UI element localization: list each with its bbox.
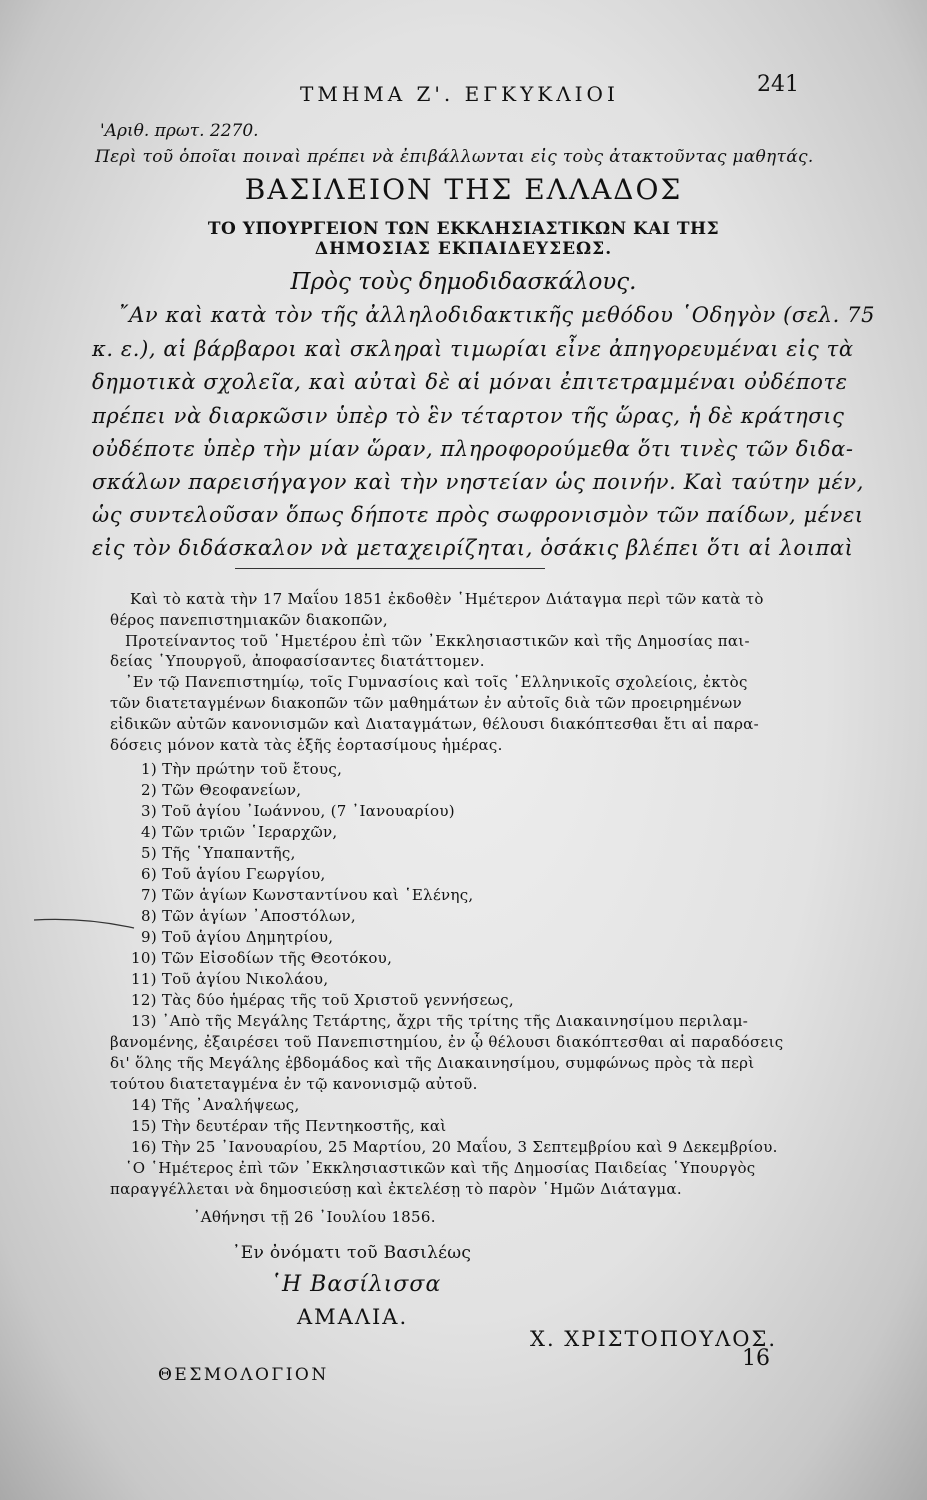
footnote-line: θέρος πανεπιστημιακῶν διακοπῶν, (110, 611, 388, 629)
holiday-item: 16) Τὴν 25 ᾿Ιανουαρίου, 25 Μαρτίου, 20 Μαΐου, 3 Σεπτεμβρίου καὶ 9 Δεκεμβρίου. (131, 1138, 778, 1156)
body-line: κ. ε.), αἱ βάρβαροι καὶ σκληραὶ τιμωρίαι εἶνε ἀπηγορευμέναι εἰς τὰ (92, 337, 854, 361)
subject-line: Περὶ τοῦ ὁποῖαι ποιναὶ πρέπει νὰ ἐπιβάλλωνται εἰς τοὺς ἀτακτοῦντας μαθητάς. (95, 147, 814, 167)
footnote-line: δείας ῾Υπουργοῦ, ἀποφασίσαντες διατάττομεν. (110, 652, 485, 670)
handwritten-margin-mark (34, 918, 144, 932)
body-line: σκάλων παρεισήγαγον καὶ τὴν νηστείαν ὡς ποινήν. Καὶ ταύτην μέν, (92, 470, 865, 494)
book-title-footer: ΘΕΣΜΟΛΟΓΙΟΝ (158, 1365, 329, 1385)
footnote-line: δόσεις μόνον κατὰ τὰς ἑξῆς ἑορτασίμους ἡμέρας. (110, 736, 503, 754)
footnote-line: ᾿Εν τῷ Πανεπιστημίῳ, τοῖς Γυμνασίοις καὶ τοῖς ῾Ελληνικοῖς σχολείοις, ἐκτὸς (125, 673, 748, 691)
holiday-item: 1) Τὴν πρώτην τοῦ ἔτους, (141, 760, 343, 778)
queen-title: ῾Η Βασίλισσα (270, 1272, 442, 1297)
body-line: ῎Αν καὶ κατὰ τὸν τῆς ἀλληλοδιδακτικῆς μεθόδου ῾Οδηγὸν (σελ. 75 (118, 303, 876, 327)
queen-signature: ΑΜΑΛΙΑ. (297, 1305, 409, 1329)
minister-signature: Χ. ΧΡΙΣΤΟΠΟΥΛΟΣ. (530, 1327, 778, 1351)
body-line: ὡς συντελοῦσαν ὅπως δήποτε πρὸς σωφρονισμὸν τῶν παίδων, μένει (92, 503, 864, 527)
holiday-item: 11) Τοῦ ἁγίου Νικολάου, (131, 970, 329, 988)
holiday-item: 8) Τῶν ἁγίων ᾿Αποστόλων, (141, 907, 356, 925)
protocol-number: 'Αριθ. πρωτ. 2270. (100, 121, 259, 141)
ministry-heading-line1: ΤΟ ΥΠΟΥΡΓΕΙΟΝ ΤΩΝ ΕΚΚΛΗΣΙΑΣΤΙΚΩΝ ΚΑΙ ΤΗΣ (207, 219, 720, 239)
closing-line: παραγγέλλεται νὰ δημοσιεύσῃ καὶ ἐκτελέσῃ τὸ παρὸν ῾Ημῶν Διάταγμα. (110, 1180, 682, 1198)
footnote-line: τῶν διατεταγμένων διακοπῶν τῶν μαθημάτων ἐν αὐτοῖς διὰ τῶν προειρημένων (110, 694, 742, 712)
footnote-line: Προτείναντος τοῦ ῾Ημετέρου ἐπὶ τῶν ᾿Εκκλησιαστικῶν καὶ τῆς Δημοσίας παι- (125, 632, 750, 650)
holiday-item: 9) Τοῦ ἁγίου Δημητρίου, (141, 928, 334, 946)
holiday-item: 7) Τῶν ἁγίων Κωνσταντίνου καὶ ῾Ελένης, (141, 886, 474, 904)
footnote-rule (235, 568, 545, 569)
holiday-item-continuation: τούτου διατεταγμένα ἐν τῷ κανονισμῷ αὐτοῦ. (110, 1075, 478, 1093)
holiday-item: 2) Τῶν Θεοφανείων, (141, 781, 302, 799)
holiday-item-continuation: βανομένης, ἐξαιρέσει τοῦ Πανεπιστημίου, ἐν ᾧ θέλουσι διακόπτεσθαι αἱ παραδόσεις (110, 1033, 784, 1051)
signature-mark: 16 (742, 1346, 770, 1371)
addressee: Πρὸς τοὺς δημοδιδασκάλους. (290, 269, 637, 295)
holiday-item: 12) Τὰς δύο ἡμέρας τῆς τοῦ Χριστοῦ γεννήσεως, (131, 991, 514, 1009)
closing-line: ῾Ο ῾Ημέτερος ἐπὶ τῶν ᾿Εκκλησιαστικῶν καὶ τῆς Δημοσίας Παιδείας ῾Υπουργὸς (125, 1159, 756, 1177)
holiday-item: 5) Τῆς ῾Υπαπαντῆς, (141, 844, 296, 862)
page-number: 241 (757, 72, 799, 97)
body-line: εἰς τὸν διδάσκαλον νὰ μεταχειρίζηται, ὁσάκις βλέπει ὅτι αἱ λοιπαὶ (92, 536, 854, 560)
kingdom-heading: ΒΑΣΙΛΕΙΟΝ ΤΗΣ ΕΛΛΑΔΟΣ (244, 173, 683, 206)
in-name-of-king: ᾿Εν ὀνόματι τοῦ Βασιλέως (232, 1243, 472, 1263)
holiday-item: 13) ᾿Απὸ τῆς Μεγάλης Τετάρτης, ἄχρι τῆς τρίτης τῆς Διακαινησίμου περιλαμ- (131, 1012, 749, 1030)
holiday-item: 14) Τῆς ᾿Αναλήψεως, (131, 1096, 300, 1114)
running-header: ΤΜΗΜΑ Ζ'. ΕΓΚΥΚΛΙΟΙ (300, 82, 619, 106)
holiday-item: 6) Τοῦ ἁγίου Γεωργίου, (141, 865, 326, 883)
body-line: οὐδέποτε ὑπὲρ τὴν μίαν ὥραν, πληροφορούμεθα ὅτι τινὲς τῶν διδα- (92, 437, 854, 461)
body-line: δημοτικὰ σχολεῖα, καὶ αὐταὶ δὲ αἱ μόναι ἐπιτετραμμέναι οὐδέποτε (92, 370, 848, 394)
holiday-item: 3) Τοῦ ἁγίου ᾿Ιωάννου, (7 ᾿Ιανουαρίου) (141, 802, 455, 820)
footnote-line: Καὶ τὸ κατὰ τὴν 17 Μαΐου 1851 ἐκδοθὲν ῾Ημέτερον Διάταγμα περὶ τῶν κατὰ τὸ (130, 590, 764, 608)
holiday-item: 15) Τὴν δευτέραν τῆς Πεντηκοστῆς, καὶ (131, 1117, 447, 1135)
ministry-heading-line2: ΔΗΜΟΣΙΑΣ ΕΚΠΑΙΔΕΥΣΕΩΣ. (314, 239, 613, 259)
holiday-item: 4) Τῶν τριῶν ῾Ιεραρχῶν, (141, 823, 338, 841)
footnote-line: εἰδικῶν αὐτῶν κανονισμῶν καὶ Διαταγμάτων, θέλουσι διακόπτεσθαι ἔτι αἱ παρα- (110, 715, 759, 733)
body-line: πρέπει νὰ διαρκῶσιν ὑπὲρ τὸ ἓν τέταρτον τῆς ὥρας, ἡ δὲ κράτησις (92, 404, 845, 428)
place-date: ᾿Αθήνησι τῇ 26 ᾿Ιουλίου 1856. (193, 1208, 436, 1226)
holiday-item-continuation: δι' ὅλης τῆς Μεγάλης ἑβδομάδος καὶ τῆς Διακαινησίμου, συμφώνως πρὸς τὰ περὶ (110, 1054, 755, 1072)
holiday-item: 10) Τῶν Εἰσοδίων τῆς Θεοτόκου, (131, 949, 393, 967)
